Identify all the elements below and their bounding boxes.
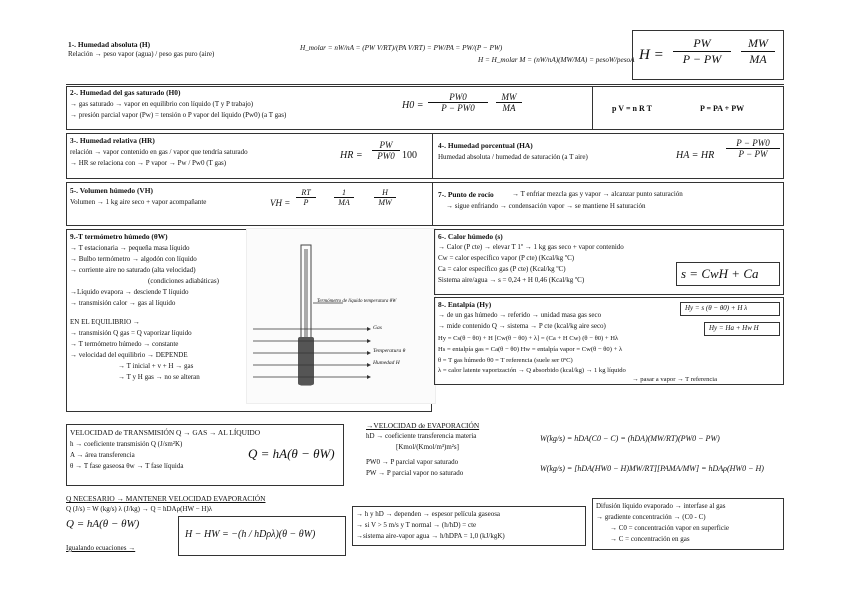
sec1-den1: P − PW	[682, 52, 722, 66]
sec8-line: Hy = Cs(θ − θ0) + H [Cw(θ − θ0) + λ] = (Ca + H Cw) (θ − θ0) + Hλ	[438, 335, 619, 342]
sec8-box1-formula: Hy = s (θ − θ0) + H λ	[685, 304, 748, 312]
sec1-num1: PW	[673, 36, 731, 52]
sec6-title: 6-. Calor húmedo (s)	[438, 232, 503, 241]
sec8-box2-formula: Hy = Ha + Hw H	[709, 324, 759, 332]
evap-title: →VELOCIDAD de EVAPORACIÓN	[366, 421, 480, 430]
sec6-boxed	[676, 262, 780, 286]
sec1-relation: Relación → peso vapor (agua) / peso gas puro (aire)	[68, 50, 215, 58]
sec2-den1: P − PW0	[441, 103, 475, 113]
sec5-title: 5-. Volumen húmedo (VH)	[70, 186, 153, 195]
sec1-boxed-formula	[632, 30, 784, 80]
vel-eq: Q = hA(θ − θW)	[248, 446, 335, 461]
qnec-eq: Q = hA(θ − θW)	[66, 518, 140, 530]
vel-line: A → área transferencia	[70, 451, 135, 459]
qnec-line1: Q (J/s) = W (kg/s) λ (J/kg) → Q = hDAρ(HW − H)λ	[66, 505, 213, 513]
sec5-den3: MW	[378, 198, 392, 207]
sec1-den2: MA	[749, 52, 767, 66]
sec5-line1: Volumen → 1 kg aire seco + vapor acompañante	[70, 198, 207, 206]
sec8-title: 8-. Entalpía (Hy)	[438, 300, 492, 309]
sec4-eq-h: HA = HR	[676, 150, 715, 161]
sec8-line: → pasar a vapor → T referencia	[632, 376, 718, 383]
sec2-title: 2-. Humedad del gas saturado (H0)	[70, 88, 181, 97]
sec6-line: Sistema aire/agua → s = 0,24 + H 0,46 (Kcal/kg ºC)	[438, 276, 585, 284]
sec3-eq-h: HR =	[340, 150, 363, 161]
sec9-line: →Líquido evapora → desciende T líquido	[70, 288, 189, 296]
sec7-line2: → sigue enfriando → condensación vapor → se mantiene H saturación	[446, 202, 646, 210]
dalton-law: P = PA + PW	[700, 104, 745, 113]
sec7-title: 7-. Punto de rocío	[438, 190, 494, 199]
sec1-title: 1-. Humedad absoluta (H)	[68, 40, 151, 49]
sec5-num3: H	[374, 188, 396, 198]
sec6-line: → Calor (P cte) → elevar T 1º → 1 kg gas seco + vapor contenido	[438, 243, 624, 251]
difu-line: → gradiente concentración → (C0 - C)	[596, 513, 706, 521]
sec9-line: (condiciones adiabáticas)	[148, 277, 219, 285]
sec1-eq-mass: H = H_molar M = (nW/nA)(MW/MA) = pesoW/pesoA	[478, 56, 635, 64]
qnec-boxed	[178, 516, 346, 556]
sec9-line: → T estacionaria → pequeña masa líquido	[70, 244, 190, 252]
sec4-num: P − PW0	[726, 138, 780, 149]
difu-line: → C0 = concentración vapor en superficie	[610, 524, 730, 532]
sec2-eq-h: H0 =	[402, 100, 424, 111]
qnec-big-eq: H − HW = −(h / hDρλ)(θ − θW)	[185, 529, 316, 540]
sec9-eq-line: → T y H gas → no se alteran	[118, 373, 200, 381]
fig-hum-label: Humedad H	[373, 360, 400, 366]
sec5-den2: MA	[338, 198, 350, 207]
evap-eq1: W(kg/s) = hDA(C0 − C) = (hDA)(MW/RT)(PW0 − PW)	[540, 434, 720, 443]
sec1-eq-molar: H_molar = nW/nA = (PW V/RT)/(PA V/RT) = PW/PA = PW/(P − PW)	[300, 44, 503, 52]
sec6-line: Ca = calor específico gas (P cte) (Kcal/kg ºC)	[438, 265, 566, 273]
evap-line: PW0 → P parcial vapor saturado	[366, 458, 459, 466]
hdep-line: →sistema aire-vapor agua → h/hDPA = 1,0 (kJ/kgK)	[356, 532, 505, 540]
vel-title: VELOCIDAD de TRANSMISIÓN Q → GAS → AL LÍQUIDO	[70, 428, 261, 437]
sec5-den1: P	[303, 198, 309, 207]
sec6-boxed-formula: s = CwH + Ca	[681, 266, 759, 281]
sec8-line: → mide contenido Q → sistema → P cte (kcal/kg aire seco)	[438, 322, 606, 330]
sec4-title: 4-. Humedad porcentual (HA)	[438, 141, 533, 150]
sec3-line1: relación → vapor contenido en gas / vapor que tendría saturado	[70, 148, 248, 156]
sec5-num1: RT	[296, 188, 316, 198]
sec9-eq-line: → velocidad del equilibrio → DEPENDE	[70, 351, 188, 359]
evap-line: [Kmol/(Kmol/m³)m²s]	[396, 443, 459, 451]
sec8-box1	[680, 302, 780, 316]
sec2-den2: MA	[502, 103, 516, 113]
vel-line: θ → T fase gaseosa θw → T fase líquida	[70, 462, 184, 470]
sec3-num: PW	[372, 140, 400, 151]
sec1-num2: MW	[741, 36, 775, 52]
sec2-num1: PW0	[428, 92, 488, 103]
sec8-line: λ = calor latente vaporización → Q absorbido (kcal/kg) → 1 kg líquido	[438, 367, 626, 374]
fig-gas-label: Gas	[373, 325, 382, 331]
sec8-line: θ = T gas húmedo θ0 = T referencia (suele ser 0ºC)	[438, 357, 573, 364]
difu-line: → C = concentración en gas	[610, 535, 690, 543]
sec9-title: 9.-T termómetro húmedo (θW)	[70, 232, 168, 241]
sec9-line: → corriente aire no saturado (alta velocidad)	[70, 266, 196, 274]
evap-eq2: W(kg/s) = [hDA(HW0 − H)MW/RT][PAMA/MW] = hDAρ(HW0 − H)	[540, 464, 764, 473]
sec8-box2	[704, 322, 780, 336]
evap-line: PW → P parcial vapor no saturado	[366, 469, 464, 477]
sec2-line2: → presión parcial vapor (Pw) = tensión o P vapor del líquido (Pw0) (a T gas)	[70, 111, 287, 119]
sec5-eq-h: VH =	[270, 198, 291, 208]
sec8-line: Hs = entalpía gas = Ca(θ − θ0) Hw = entalpía vapor = Cw(θ − θ0) + λ	[438, 346, 623, 353]
qnec-igual: Igualando ecuaciones →	[66, 544, 136, 552]
vel-line: h → coeficiente transmisión Q (J/sm²K)	[70, 440, 183, 448]
ideal-gas-law: p V = n R T	[612, 104, 652, 113]
difu-line: Difusión líquido evaporado → interfase al gas	[596, 502, 726, 510]
evap-line: hD → coeficiente transferencia materia	[366, 432, 477, 440]
sec4-den: P − PW	[738, 149, 768, 159]
sec3-den: PW0	[377, 151, 395, 161]
thermometer-diagram	[247, 229, 435, 403]
sec9-line: → transmisión calor → gas al líquido	[70, 299, 176, 307]
hdep-line: → h y hD → dependen → espesor película gaseosa	[356, 510, 501, 518]
wet-bulb-thermometer-figure	[246, 228, 436, 404]
qnec-title: Q NECESARIO → MANTENER VELOCIDAD EVAPORACIÓN	[66, 494, 266, 503]
sec3-title: 3-. Humedad relativa (HR)	[70, 136, 155, 145]
sec4-line1: Humedad absoluta / humedad de saturación (a T aire)	[438, 153, 588, 161]
sec2-num2: MW	[496, 92, 522, 103]
sec8-line: → de un gas húmedo → referido → unidad masa gas seco	[438, 311, 602, 319]
sec9-line: → Bulbo termómetro → algodón con líquido	[70, 255, 197, 263]
sec9-eq-line: → T termómetro húmedo → constante	[70, 340, 179, 348]
sec7-line1: → T enfriar mezcla gas y vapor → alcanzar punto saturación	[512, 190, 683, 198]
sec1-boxed-h: H =	[639, 47, 664, 63]
sec3-line2: → HR se relaciona con → P vapor → Pw / Pw0 (T gas)	[70, 159, 227, 167]
sec3-tail: 100	[402, 150, 417, 161]
sec9-eq-line: → T inicial + v + H → gas	[118, 362, 194, 370]
hdep-line: → si V > 5 m/s y T normal → (h/hD) = cte	[356, 521, 477, 529]
sec6-line: Cw = calor específico vapor (P cte) (Kcal/kg ºC)	[438, 254, 575, 262]
fig-temp-label: Temperatura θ	[373, 348, 406, 354]
sec9-eq-line: → transmisión Q gas = Q vaporizar líquido	[70, 329, 192, 337]
fig-thermo-label: Termómetro de líquido temperatura θW	[317, 299, 397, 304]
sec5-num2: 1	[334, 188, 354, 198]
sec2-line1: → gas saturado → vapor en equilibrio con líquido (T y P trabajo)	[70, 100, 254, 108]
sec9-eq-title: EN EL EQUILIBRIO →	[70, 318, 140, 326]
